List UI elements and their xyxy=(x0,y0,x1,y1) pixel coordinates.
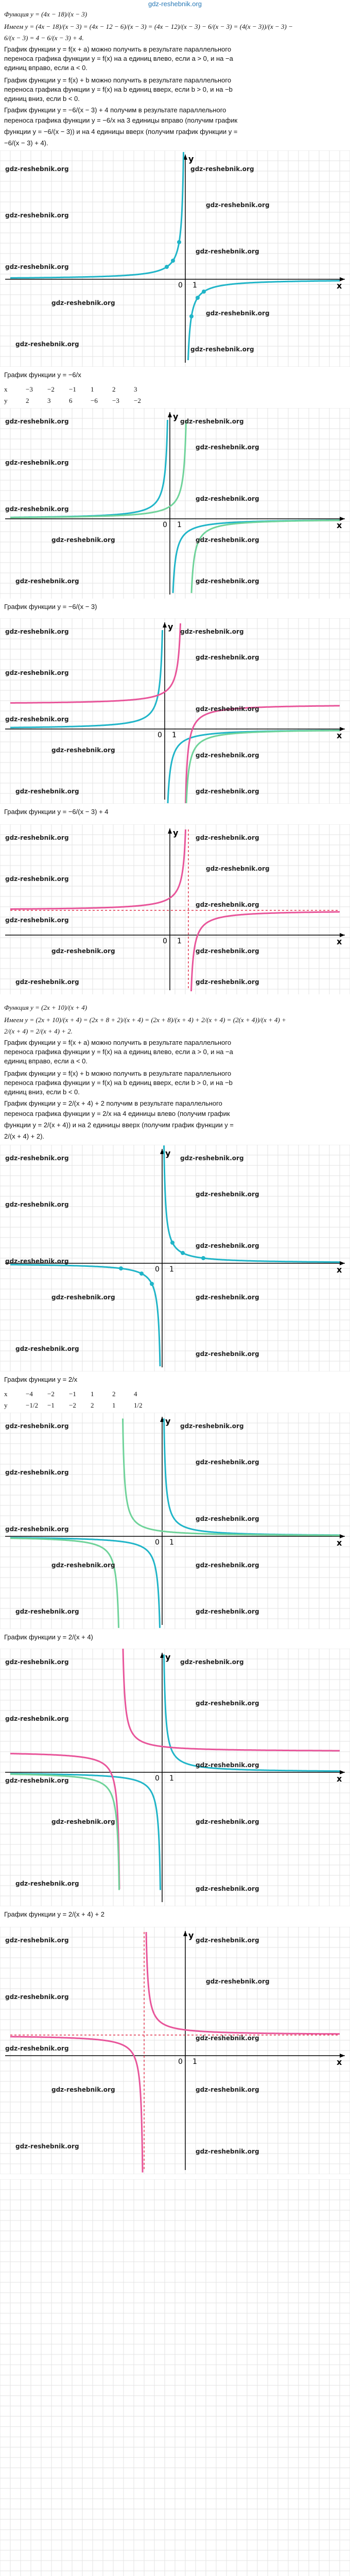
table-cell: x xyxy=(4,1390,8,1398)
y-axis-arrow xyxy=(168,828,172,834)
table-cell: x xyxy=(4,385,8,393)
point xyxy=(119,1266,123,1270)
watermark: gdz-reshebnik.org xyxy=(196,2148,259,2155)
watermark: gdz-reshebnik.org xyxy=(196,1608,259,1615)
x-axis-label: x xyxy=(337,1538,342,1548)
watermark: gdz-reshebnik.org xyxy=(5,1201,69,1208)
unit-label: 1 xyxy=(169,1774,174,1783)
watermark: gdz-reshebnik.org xyxy=(5,1937,69,1944)
origin-label: 0 xyxy=(155,1538,160,1547)
watermark: gdz-reshebnik.org xyxy=(196,1191,259,1198)
line: Функция y = (2x + 10)/(x + 4) xyxy=(4,1004,87,1011)
watermark: gdz-reshebnik.org xyxy=(15,978,79,986)
table-row xyxy=(4,397,155,405)
curve-c1 xyxy=(10,623,181,703)
graph-6 xyxy=(0,1413,350,1629)
section-4-title: График функции y = −6/(x − 3) + 4 xyxy=(4,808,109,816)
table-cell: −6 xyxy=(91,397,98,404)
watermark: gdz-reshebnik.org xyxy=(5,1155,69,1162)
table-cell: 2 xyxy=(112,385,116,393)
table-cell: −3 xyxy=(26,385,33,393)
table-cell: 1 xyxy=(91,1390,94,1398)
y-axis-label: y xyxy=(165,1416,171,1426)
point xyxy=(170,1241,174,1245)
point xyxy=(189,314,194,318)
watermark: gdz-reshebnik.org xyxy=(15,1608,79,1615)
table-cell: 6 xyxy=(69,397,73,404)
watermark: gdz-reshebnik.org xyxy=(196,1242,259,1249)
line: переноса графика функции y = f(x) на b единиц вверх, если b > 0, и на −b xyxy=(4,86,233,93)
watermark: gdz-reshebnik.org xyxy=(15,1345,79,1352)
watermark: gdz-reshebnik.org xyxy=(196,978,259,986)
y-axis-label: y xyxy=(165,1652,171,1662)
watermark: gdz-reshebnik.org xyxy=(196,1937,259,1944)
line: переноса графика функции y = 2/x на 4 единицы влево (получим график xyxy=(4,1110,230,1117)
watermark: gdz-reshebnik.org xyxy=(206,865,270,872)
graph-1-svg xyxy=(0,150,350,367)
watermark: gdz-reshebnik.org xyxy=(5,628,69,635)
table-cell: −2 xyxy=(47,1390,55,1398)
watermark: gdz-reshebnik.org xyxy=(5,1993,69,2001)
watermark: gdz-reshebnik.org xyxy=(196,654,259,661)
watermark: gdz-reshebnik.org xyxy=(5,834,69,841)
watermark: gdz-reshebnik.org xyxy=(51,299,115,307)
origin-label: 0 xyxy=(163,521,167,529)
x-axis-label: x xyxy=(337,1265,342,1275)
line: График функции y = f(x) + b можно получить в результате параллельного xyxy=(4,1070,232,1077)
watermark: gdz-reshebnik.org xyxy=(196,1818,259,1825)
point xyxy=(139,1272,144,1276)
watermark: gdz-reshebnik.org xyxy=(15,578,79,585)
watermark: gdz-reshebnik.org xyxy=(196,1885,259,1892)
table-cell: 2 xyxy=(112,1390,116,1398)
line: 2/(x + 4) + 2). xyxy=(4,1132,45,1140)
watermark: gdz-reshebnik.org xyxy=(5,1422,69,1430)
watermark: gdz-reshebnik.org xyxy=(180,1155,244,1162)
table-cell: 4 xyxy=(134,1390,137,1398)
table-row xyxy=(4,385,155,394)
table-cell: 1/2 xyxy=(134,1401,143,1409)
unit-label: 1 xyxy=(169,1538,174,1547)
watermark: gdz-reshebnik.org xyxy=(15,2143,79,2150)
watermark: gdz-reshebnik.org xyxy=(51,2086,115,2093)
section-3-title: График функции y = −6/(x − 3) xyxy=(4,603,97,611)
watermark: gdz-reshebnik.org xyxy=(196,444,259,451)
table-cell: 1 xyxy=(91,385,94,393)
point xyxy=(181,1251,185,1255)
line: График функции y = 2/(x + 4) + 2 получим в результате параллельного xyxy=(4,1099,222,1107)
point xyxy=(150,1282,154,1286)
origin-label: 0 xyxy=(155,1265,160,1274)
curve-h1 xyxy=(10,1774,161,1890)
graph-3-svg xyxy=(0,618,350,804)
table-cell: −1 xyxy=(47,1401,55,1409)
watermark: gdz-reshebnik.org xyxy=(5,418,69,425)
table-row xyxy=(4,1390,155,1398)
curve-h2 xyxy=(164,1654,340,1771)
table-cell: 3 xyxy=(134,385,137,393)
table-cell: 2 xyxy=(91,1401,94,1409)
watermark: gdz-reshebnik.org xyxy=(15,341,79,348)
origin-label: 0 xyxy=(178,2058,183,2066)
table-cell: −4 xyxy=(26,1390,33,1398)
watermark: gdz-reshebnik.org xyxy=(196,705,259,713)
line: График функции y = −6/(x − 3) + 4 получим в результате параллельного xyxy=(4,106,226,114)
table-cell: y xyxy=(4,1401,8,1409)
watermark: gdz-reshebnik.org xyxy=(51,1294,115,1301)
line: переноса графика функции y = f(x) на b единиц вверх, если b > 0, и на −b xyxy=(4,1079,233,1087)
unit-label: 1 xyxy=(192,2058,197,2066)
table-cell: −2 xyxy=(47,385,55,393)
watermark: gdz-reshebnik.org xyxy=(206,1978,270,1985)
x-axis-label: x xyxy=(337,520,342,530)
watermark: gdz-reshebnik.org xyxy=(180,1422,244,1430)
graph-5-svg xyxy=(0,1145,350,1371)
line: Функция y = (4x − 18)/(x − 3) xyxy=(4,10,87,18)
table-cell: −1 xyxy=(69,385,76,393)
watermark: gdz-reshebnik.org xyxy=(5,505,69,513)
curve-k1 xyxy=(10,2037,143,2173)
section-6-title: График функции y = 2/x xyxy=(4,1376,78,1383)
point xyxy=(177,240,181,244)
watermark: gdz-reshebnik.org xyxy=(180,628,244,635)
watermark: gdz-reshebnik.org xyxy=(5,212,69,219)
watermark: gdz-reshebnik.org xyxy=(5,669,69,676)
watermark: gdz-reshebnik.org xyxy=(196,1562,259,1569)
table-cell: −3 xyxy=(112,397,119,404)
x-axis-label: x xyxy=(337,731,342,740)
x-axis-label: x xyxy=(337,2057,342,2067)
watermark: gdz-reshebnik.org xyxy=(15,788,79,795)
line: График функции y = f(x + a) можно получить в результате параллельного xyxy=(4,45,232,53)
y-axis-label: y xyxy=(173,828,179,838)
watermark: gdz-reshebnik.org xyxy=(196,2035,259,2042)
watermark: gdz-reshebnik.org xyxy=(196,1294,259,1301)
line: единиц вниз, если b < 0. xyxy=(4,95,80,103)
watermark: gdz-reshebnik.org xyxy=(196,1459,259,1466)
watermark: gdz-reshebnik.org xyxy=(196,947,259,955)
watermark: gdz-reshebnik.org xyxy=(5,917,69,924)
line: функции y = 2/(x + 4)) и на 2 единицы вверх (получим график функции y = xyxy=(4,1121,234,1129)
origin-label: 0 xyxy=(163,937,167,945)
line: единиц вправо, если a < 0. xyxy=(4,1057,87,1065)
watermark: gdz-reshebnik.org xyxy=(5,1469,69,1476)
graph-2 xyxy=(0,408,350,599)
watermark: gdz-reshebnik.org xyxy=(180,418,244,425)
watermark: gdz-reshebnik.org xyxy=(196,901,259,908)
watermark: gdz-reshebnik.org xyxy=(5,263,69,270)
site-header[interactable]: gdz-reshebnik.org xyxy=(148,0,202,8)
line: Имеем y = (2x + 10)/(x + 4) = (2x + 8 + 2)/(x + 4) = (2x + 8)/(x + 4) + 2/(x + 4) = (2(x + 4))/(x + 4) + xyxy=(4,1016,286,1024)
watermark: gdz-reshebnik.org xyxy=(5,1658,69,1666)
grid-background xyxy=(0,2179,350,2576)
watermark: gdz-reshebnik.org xyxy=(196,1761,259,1769)
curve-b1 xyxy=(10,420,186,518)
table-cell: 3 xyxy=(47,397,51,404)
y-axis-arrow xyxy=(168,412,172,417)
table-cell: −1 xyxy=(69,1390,76,1398)
x-axis-label: x xyxy=(337,937,342,946)
watermark: gdz-reshebnik.org xyxy=(196,248,259,255)
watermark: gdz-reshebnik.org xyxy=(5,1258,69,1265)
watermark: gdz-reshebnik.org xyxy=(5,1715,69,1722)
graph-8-svg xyxy=(0,1927,350,2174)
watermark: gdz-reshebnik.org xyxy=(196,578,259,585)
table-cell: 2 xyxy=(26,397,29,404)
line: функции y = −6/(x − 3)) и на 4 единицы вверх (получим график функции y = xyxy=(4,128,238,135)
y-axis-label: y xyxy=(173,412,179,421)
curve-d1 xyxy=(10,829,186,909)
graph-4 xyxy=(0,824,350,994)
line: График функции y = f(x) + b можно получить в результате параллельного xyxy=(4,76,232,84)
point xyxy=(171,259,175,263)
watermark: gdz-reshebnik.org xyxy=(190,346,254,353)
origin-label: 0 xyxy=(155,1774,160,1783)
graph-7 xyxy=(0,1649,350,1906)
line: переноса графика функции y = f(x) на a единиц влево, если a > 0, и на −a xyxy=(4,55,233,62)
watermark: gdz-reshebnik.org xyxy=(196,788,259,795)
table-cell: −1/2 xyxy=(26,1401,38,1409)
watermark: gdz-reshebnik.org xyxy=(196,2086,259,2093)
unit-label: 1 xyxy=(169,1265,174,1274)
watermark: gdz-reshebnik.org xyxy=(180,1658,244,1666)
watermark: gdz-reshebnik.org xyxy=(51,1818,115,1825)
unit-label: 1 xyxy=(177,521,182,529)
table-cell: −2 xyxy=(69,1401,76,1409)
graph-1 xyxy=(0,150,350,367)
unit-label: 1 xyxy=(172,731,177,739)
point xyxy=(196,296,200,300)
watermark: gdz-reshebnik.org xyxy=(5,1526,69,1533)
y-axis-label: y xyxy=(188,154,194,164)
watermark: gdz-reshebnik.org xyxy=(5,1777,69,1784)
origin-label: 0 xyxy=(178,281,183,290)
watermark: gdz-reshebnik.org xyxy=(5,716,69,723)
table-cell: y xyxy=(4,397,8,404)
y-axis-label: y xyxy=(188,1930,194,1940)
unit-label: 1 xyxy=(192,281,197,290)
graph-5 xyxy=(0,1145,350,1371)
graph-6-svg xyxy=(0,1413,350,1629)
watermark: gdz-reshebnik.org xyxy=(206,310,270,317)
point xyxy=(201,1256,205,1260)
graph-8 xyxy=(0,1927,350,2174)
watermark: gdz-reshebnik.org xyxy=(206,201,270,209)
line: 6/(x − 3) = 4 − 6/(x − 3) + 4. xyxy=(4,34,84,42)
watermark: gdz-reshebnik.org xyxy=(51,947,115,955)
line: переноса графика функции y = −6/x на 3 единицы вправо (получим график xyxy=(4,116,238,124)
line: 2/(x + 4) = 2/(x + 4) + 2. xyxy=(4,1027,73,1035)
x-axis-label: x xyxy=(337,281,342,291)
table-cell: 1 xyxy=(112,1401,116,1409)
watermark: gdz-reshebnik.org xyxy=(190,165,254,173)
line: Имеем y = (4x − 18)/(x − 3) = (4x − 12 − 6)/(x − 3) = (4x − 12)/(x − 3) − 6/(x − 3) = (4(x − 3))/(x − 3) − xyxy=(4,23,293,30)
point xyxy=(165,265,169,269)
watermark: gdz-reshebnik.org xyxy=(5,165,69,173)
y-axis-label: y xyxy=(168,622,173,632)
graph-3 xyxy=(0,618,350,804)
line: График функции y = f(x + a) можно получить в результате параллельного xyxy=(4,1039,232,1046)
line: переноса графика функции y = f(x) на a единиц влево, если a > 0, и на −a xyxy=(4,1048,233,1056)
watermark: gdz-reshebnik.org xyxy=(196,1700,259,1707)
y-axis-arrow xyxy=(163,622,167,628)
origin-label: 0 xyxy=(157,731,162,739)
point xyxy=(202,290,206,294)
watermark: gdz-reshebnik.org xyxy=(196,752,259,759)
x-axis-label: x xyxy=(337,1774,342,1784)
watermark: gdz-reshebnik.org xyxy=(196,495,259,502)
watermark: gdz-reshebnik.org xyxy=(5,2045,69,2052)
table-cell: −2 xyxy=(134,397,141,404)
watermark: gdz-reshebnik.org xyxy=(196,834,259,841)
watermark: gdz-reshebnik.org xyxy=(196,1350,259,1358)
graph-7-svg xyxy=(0,1649,350,1906)
section-8-title: График функции y = 2/(x + 4) + 2 xyxy=(4,1910,104,1918)
line: единиц вправо, если a < 0. xyxy=(4,64,87,72)
graph-2-svg xyxy=(0,408,350,599)
section-7-title: График функции y = 2/(x + 4) xyxy=(4,1633,93,1641)
line: единиц вниз, если b < 0. xyxy=(4,1088,80,1096)
watermark: gdz-reshebnik.org xyxy=(51,1562,115,1569)
watermark: gdz-reshebnik.org xyxy=(5,875,69,883)
section-2-title: График функции y = −6/x xyxy=(4,371,81,379)
grid-bg-svg xyxy=(0,2179,350,2576)
watermark: gdz-reshebnik.org xyxy=(196,536,259,544)
unit-label: 1 xyxy=(177,937,182,945)
graph-4-svg xyxy=(0,824,350,994)
line: −6/(x − 3) + 4). xyxy=(4,139,48,147)
watermark: gdz-reshebnik.org xyxy=(51,747,115,754)
watermark: gdz-reshebnik.org xyxy=(5,459,69,466)
watermark: gdz-reshebnik.org xyxy=(15,1880,79,1887)
y-axis-label: y xyxy=(165,1148,171,1158)
watermark: gdz-reshebnik.org xyxy=(196,1515,259,1522)
y-axis-arrow xyxy=(183,1931,187,1936)
curve-a1 xyxy=(10,630,163,727)
table-row xyxy=(4,1401,155,1410)
watermark: gdz-reshebnik.org xyxy=(51,536,115,544)
